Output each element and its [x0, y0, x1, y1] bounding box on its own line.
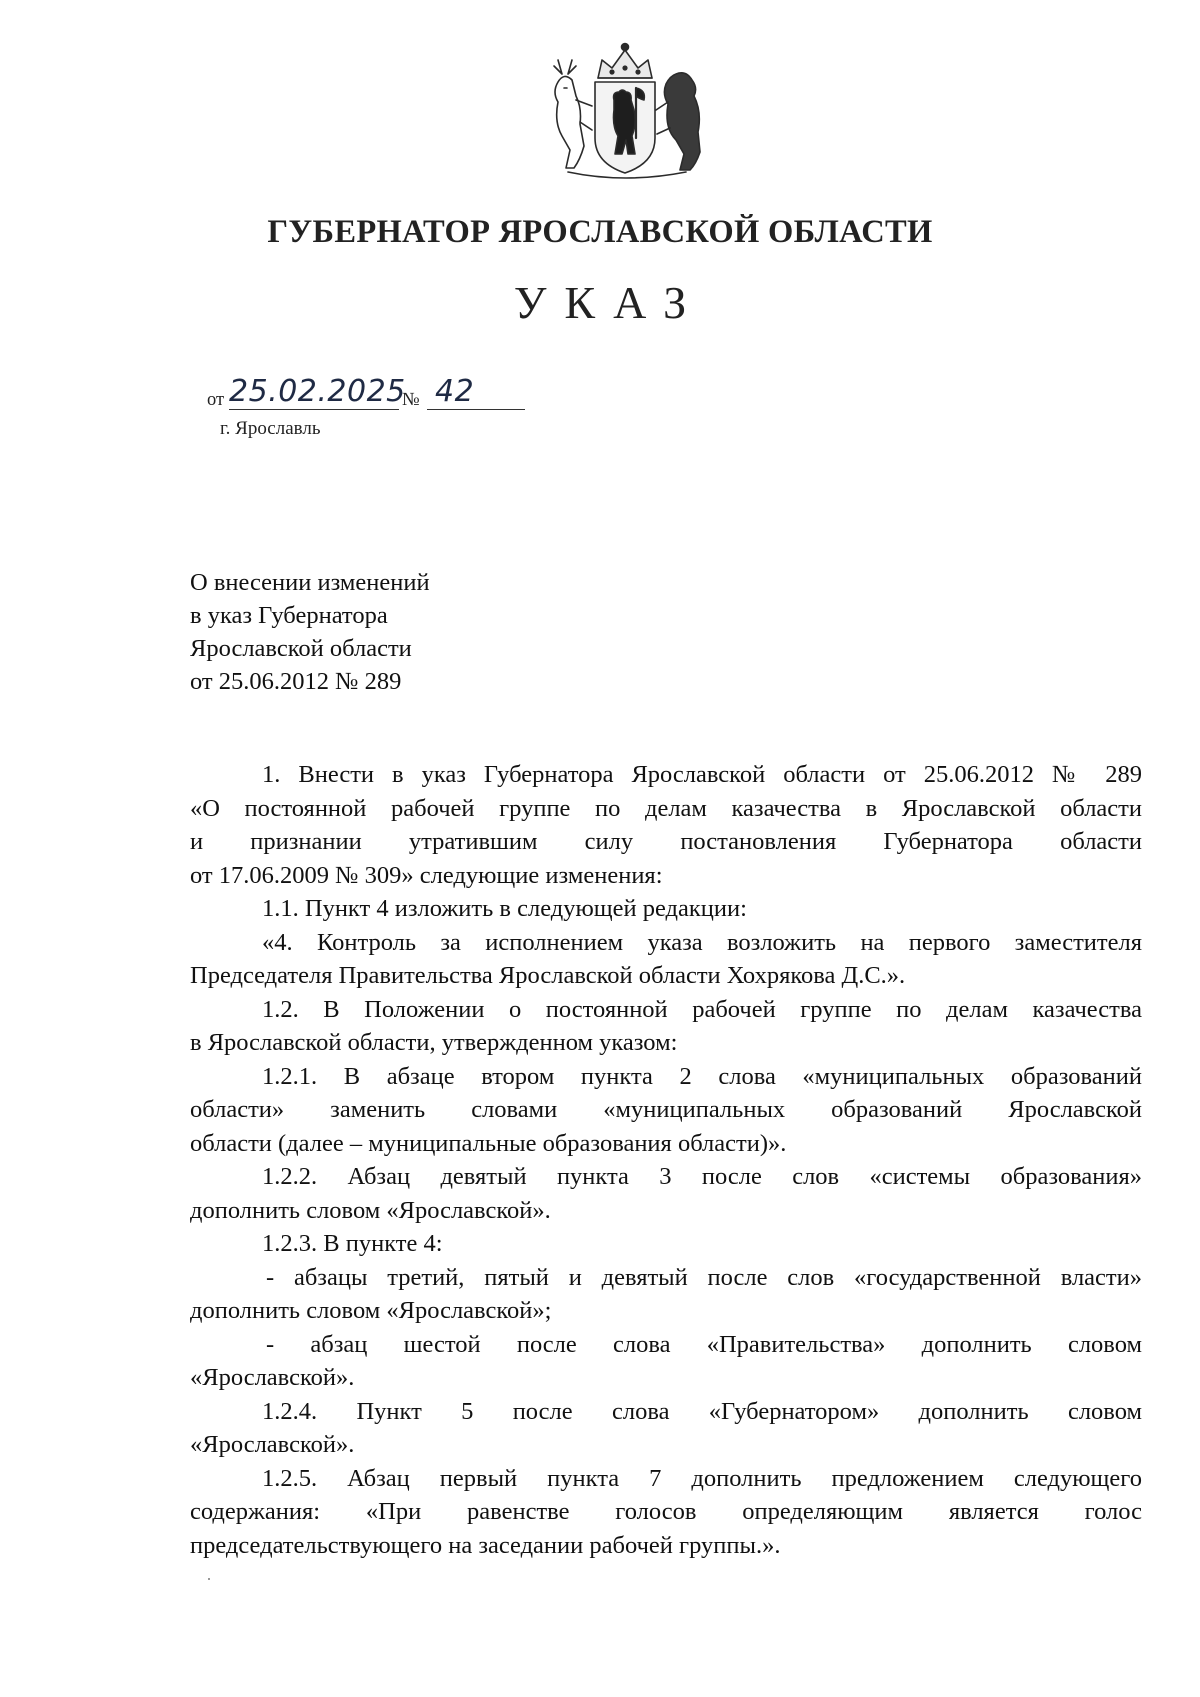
body-line: области» заменить словами «муниципальных образований Ярославской [190, 1096, 1142, 1123]
document-subject [190, 566, 430, 698]
subject-line: в указ Губернатора [190, 602, 388, 629]
date-number-line [207, 374, 567, 412]
body-line: и признании утратившим силу постановления Губернатора области [190, 828, 1142, 855]
body-line: 1.2.4. Пункт 5 после слова «Губернатором» дополнить словом [262, 1397, 1142, 1425]
subject-line: О внесении изменений [190, 569, 430, 596]
document-body [190, 758, 1142, 1562]
body-line: 1.2. В Положении о постоянной рабочей группе по делам казачества [262, 995, 1142, 1023]
subject-line: от 25.06.2012 № 289 [190, 668, 402, 695]
body-line: «Ярославской». [190, 1364, 355, 1391]
body-line: 1.2.5. Абзац первый пункта 7 дополнить предложением следующего [262, 1464, 1142, 1492]
body-line: - абзац шестой после слова «Правительства» дополнить словом [266, 1330, 1142, 1358]
issuing-authority-title: ГУБЕРНАТОР ЯРОСЛАВСКОЙ ОБЛАСТИ [267, 214, 933, 250]
date-handwritten: 25.02.2025 [229, 374, 406, 409]
body-line: 1.1. Пункт 4 изложить в следующей редакции: [262, 895, 747, 922]
body-line: области (далее – муниципальные образования области)». [190, 1129, 787, 1157]
body-line: Председателя Правительства Ярославской области Хохрякова Д.С.». [190, 962, 906, 989]
body-line: 1.2.1. В абзаце втором пункта 2 слова «муниципальных образований [262, 1062, 1142, 1090]
body-line: содержания: «При равенстве голосов определяющим является голос [190, 1498, 1142, 1525]
body-line: - абзацы третий, пятый и девятый после слов «государственной власти» [266, 1263, 1142, 1291]
body-line: дополнить словом «Ярославской»; [190, 1297, 552, 1324]
scan-speck [208, 1578, 210, 1580]
subject-line: Ярославской области [190, 635, 412, 662]
city-label: г. Ярославль [220, 418, 321, 439]
body-line: «Ярославской». [190, 1431, 355, 1458]
body-line: 1. Внести в указ Губернатора Ярославской области от 25.06.2012 № 289 [262, 761, 1142, 788]
date-underline [229, 409, 399, 410]
yaroslavl-coat-of-arms-icon [540, 38, 710, 188]
date-prefix: от [207, 390, 225, 410]
body-line: «4. Контроль за исполнением указа возложить на первого заместителя [262, 928, 1142, 956]
body-line: дополнить словом «Ярославской». [190, 1196, 551, 1224]
body-line: «О постоянной рабочей группе по делам казачества в Ярославской области [190, 794, 1142, 822]
number-underline [427, 409, 525, 410]
body-line: от 17.06.2009 № 309» следующие изменения: [190, 861, 663, 889]
body-line: 1.2.3. В пункте 4: [262, 1230, 443, 1257]
document-type-heading: УКАЗ [513, 277, 705, 328]
body-line: 1.2.2. Абзац девятый пункта 3 после слов «системы образования» [262, 1163, 1142, 1190]
body-line: в Ярославской области, утвержденном указом: [190, 1029, 678, 1056]
body-line: председательствующего на заседании рабочей группы.». [190, 1531, 781, 1559]
number-handwritten: 42 [435, 374, 475, 409]
number-prefix: № [402, 390, 420, 410]
